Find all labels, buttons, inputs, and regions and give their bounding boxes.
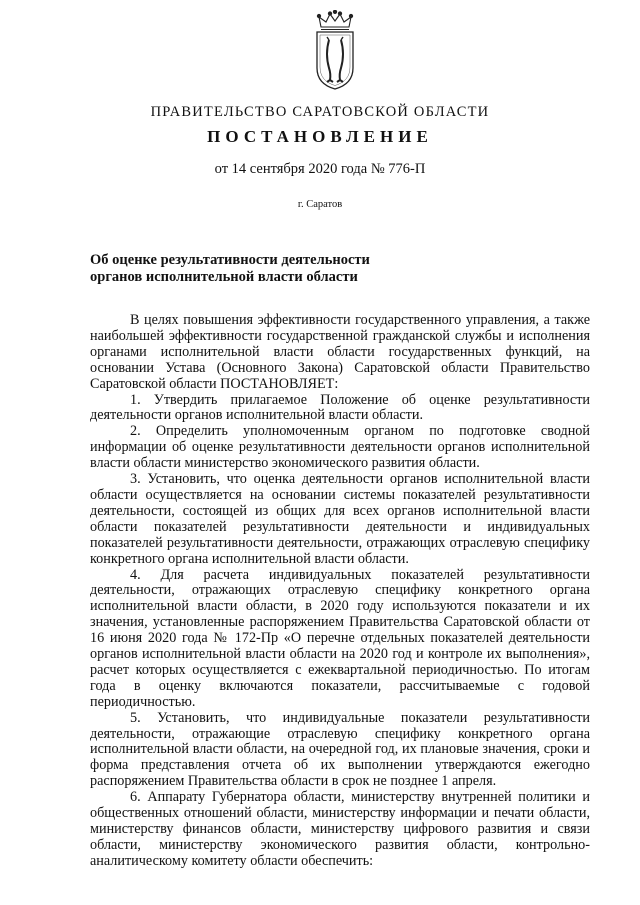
paragraph-item-3: 3. Установить, что оценка деятельности органов исполнительной власти области осуществляется на основании системы показателей результативности деятельности, состоящей из общих для всех органов исполнительной власти области показателей результативности деятельности и индивидуальных показателей результативности деятельности, отражающих отраслевую специфику конкретного органа исполнительной власти области. [90,471,590,567]
document-subject [90,252,450,286]
government-title: ПРАВИТЕЛЬСТВО САРАТОВСКОЙ ОБЛАСТИ [150,104,490,120]
paragraph-item-5: 5. Установить, что индивидуальные показатели результативности деятельности, отражающие отраслевую специфику конкретного органа исполнительной власти области, на очередной год, их плановые значения, сроки и форма представления отчета об их выполнении утверждаются ежегодно распоряжением Правительства области в срок не позднее 1 апреля. [90,709,590,790]
subject-line: органов исполнительной власти области [90,269,358,285]
paragraph-item-6: 6. Аппарату Губернатора области, министерству внутренней политики и общественных отношений области, министерству информации и печати области, министерству финансов области, министерству цифрового развития и связи области, министерству экономического развития области, контрольно-аналитическому комитету области обеспечить: [90,789,590,869]
document-body [90,313,590,870]
subject-line: Об оценке результативности деятельности [90,252,370,268]
paragraph-item-2: 2. Определить уполномоченным органом по подготовке сводной информации об оценке результативности деятельности органов исполнительной власти области министерство экономического развития области. [90,423,590,472]
paragraph-item-1: 1. Утвердить прилагаемое Положение об оценке результативности деятельности органов исполнительной власти области. [90,391,590,424]
saratov-oblast-coat-of-arms-icon [312,10,358,92]
document-date-number: от 14 сентября 2020 года № 776-П [214,161,426,177]
document-city: г. Саратов [297,199,343,210]
document-type-title: ПОСТАНОВЛЕНИЕ [207,127,433,146]
paragraph-preamble: В целях повышения эффективности государственного управления, а также наибольшей эффективности государственной гражданской службы и исполнения органами исполнительной власти области государственных функций, на основании Устава (Основного Закона) Саратовской области Правительство Саратовской области ПОСТАНОВЛЯЕТ: [90,312,590,392]
paragraph-item-4: 4. Для расчета индивидуальных показателей результативности деятельности, отражающих отраслевую специфику конкретного органа исполнительной власти области, в 2020 году используются показатели и их значения, установленные распоряжением Правительства Саратовской области от 16 июня 2020 года № 172-Пр «О перечне отдельных показателей деятельности органов исполнительной власти области на 2020 год и контроле их выполнения», расчет которых осуществляется с ежеквартальной периодичностью. По итогам года в оценку включаются показатели, рассчитываемые с годовой периодичностью. [90,566,590,710]
